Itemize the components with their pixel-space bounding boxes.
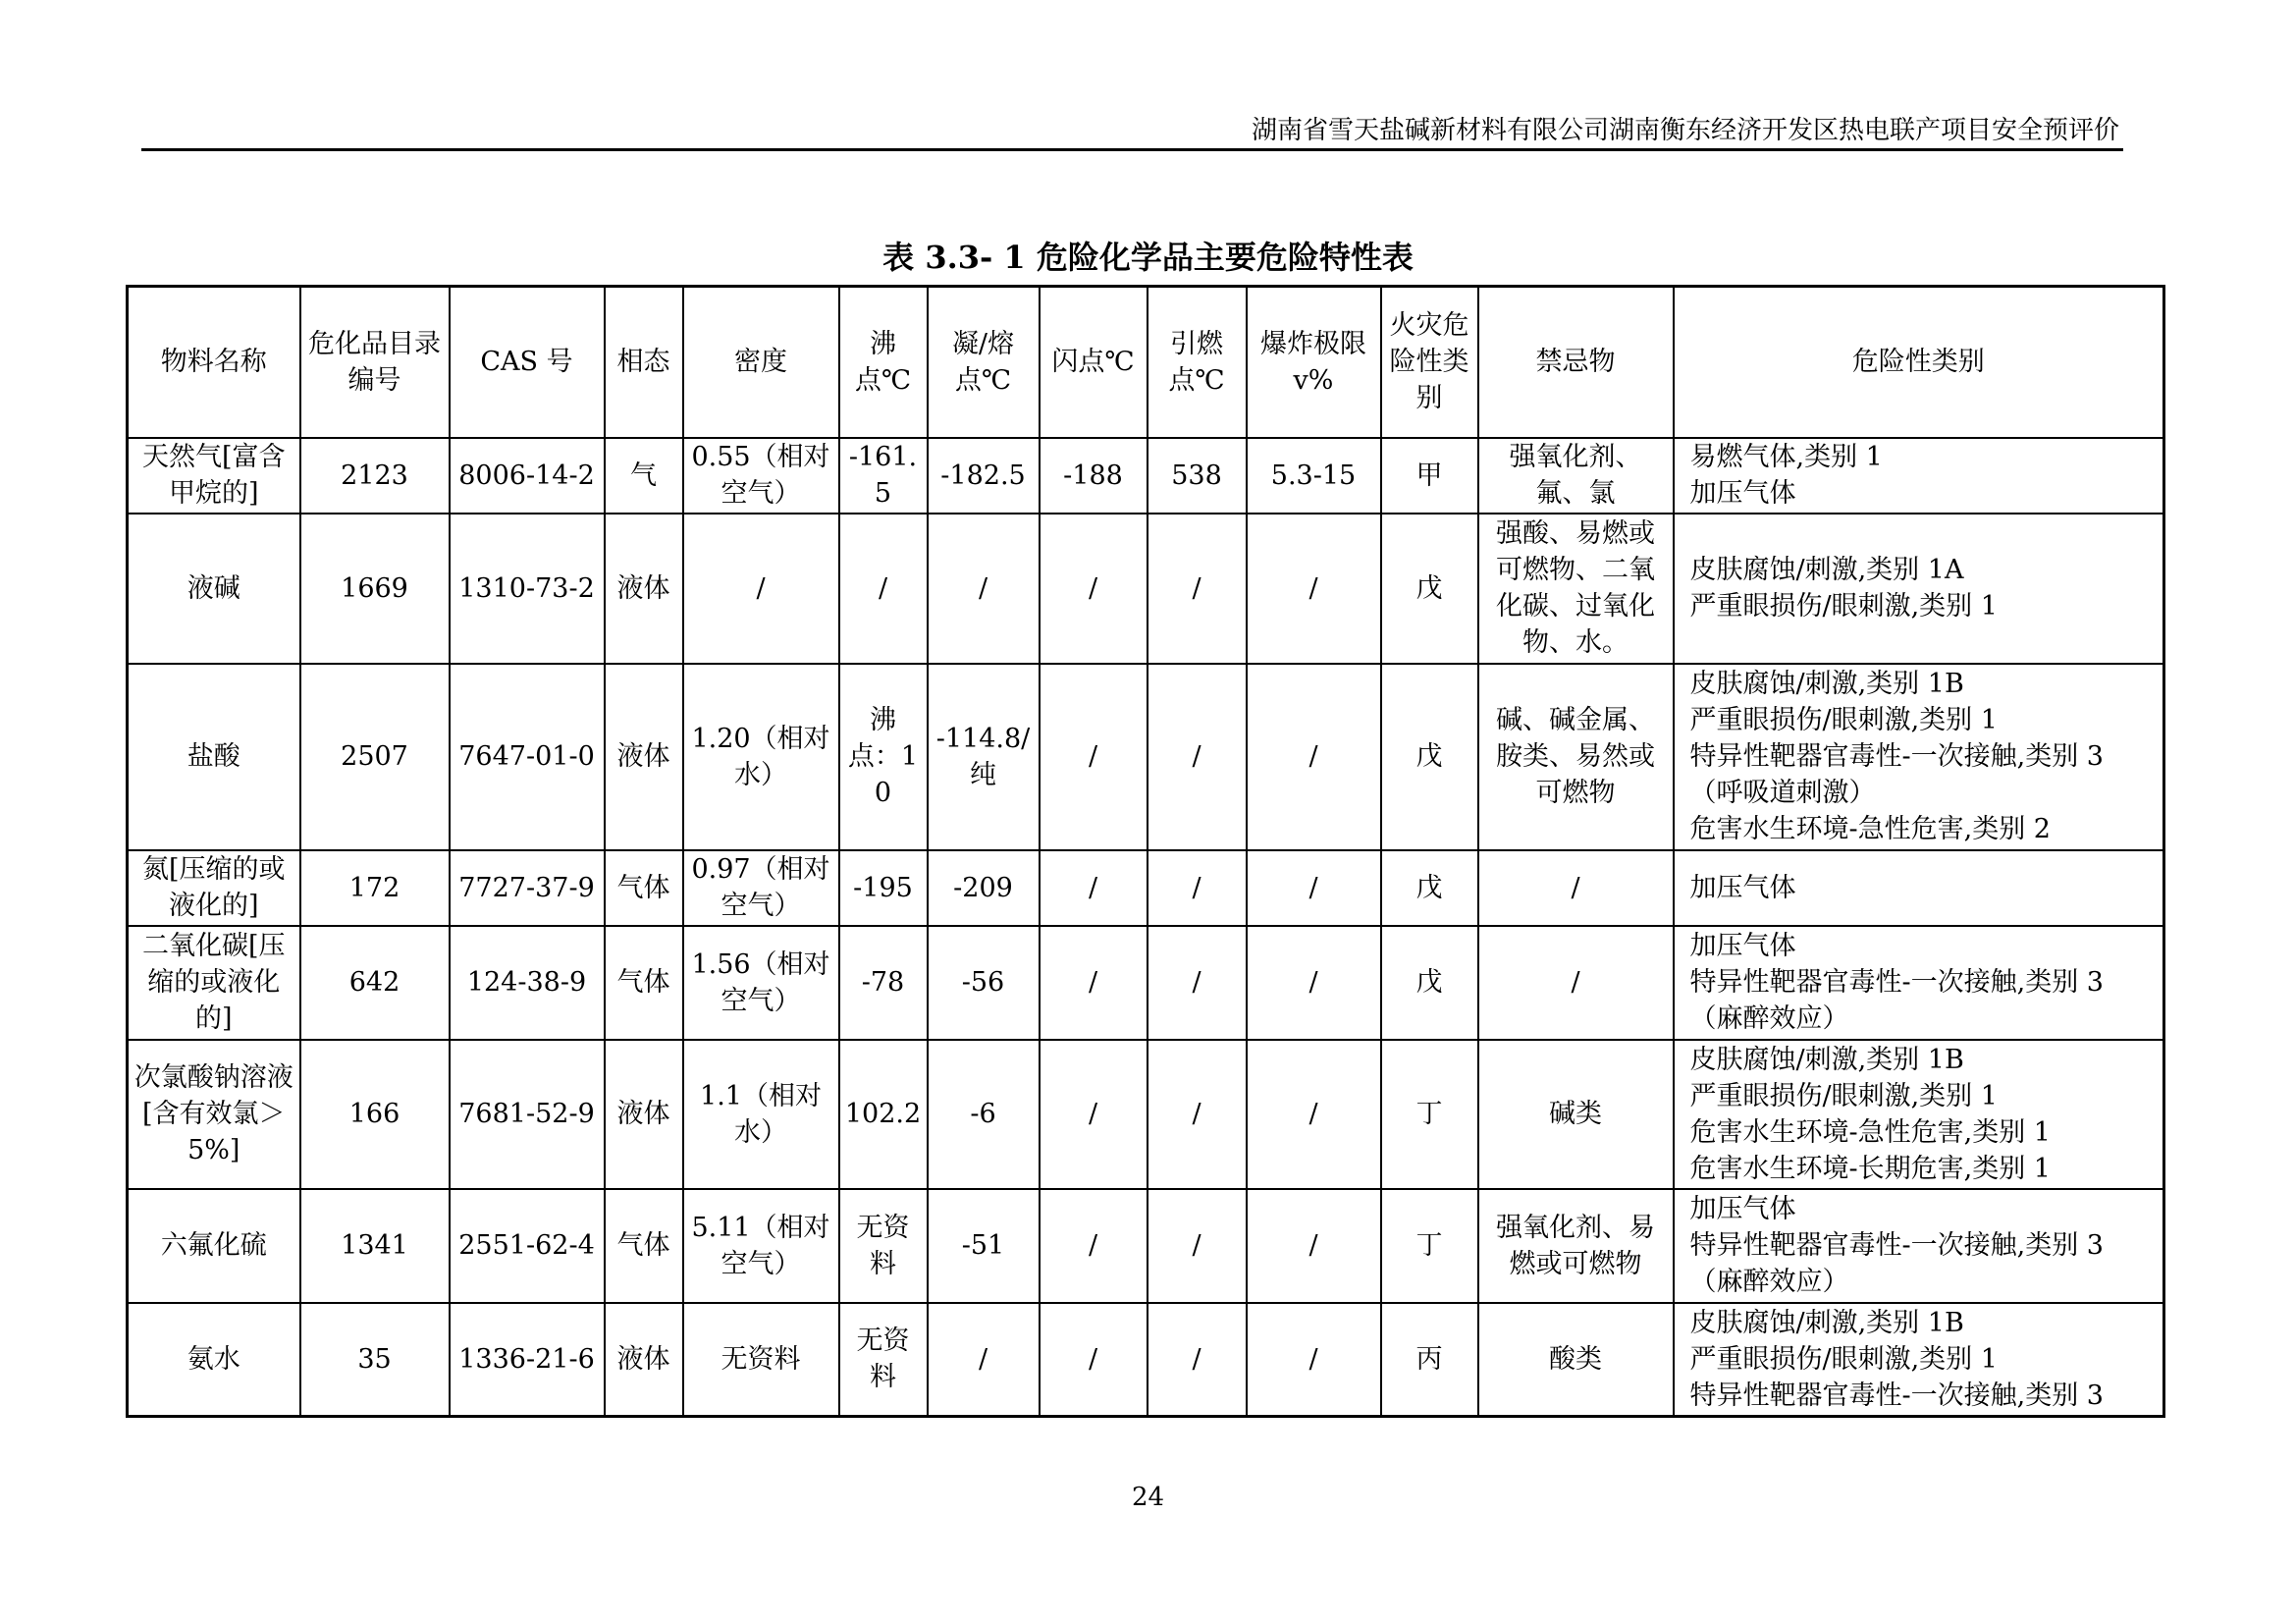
table-row [128, 1040, 2164, 1189]
cell-name: 氨水 [128, 1303, 300, 1417]
cell-cas: 2551-62-4 [450, 1189, 605, 1303]
hazard-class-line: 严重眼损伤/眼刺激,类别 1 [1689, 1080, 1998, 1111]
cell-flash-point: / [1040, 926, 1148, 1040]
hazard-class-line: 危害水生环境-长期危害,类别 1 [1689, 1153, 2051, 1184]
table-row [128, 438, 2164, 514]
cell-boiling-point: -161.5 [839, 438, 928, 514]
cell-explosion-limit: / [1247, 850, 1381, 926]
cell-name: 次氯酸钠溶液[含有效氯＞5%] [128, 1040, 300, 1189]
cell-incompatibles: 强氧化剂、氟、氯 [1478, 438, 1674, 514]
hazard-class-line: 特异性靶器官毒性-一次接触,类别 3 [1689, 1380, 2104, 1411]
cell-incompatibles: 碱类 [1478, 1040, 1674, 1189]
cell-name: 六氟化硫 [128, 1189, 300, 1303]
cell-density: 1.1（相对水） [683, 1040, 839, 1189]
cell-density: / [683, 514, 839, 664]
col-header-cas: CAS 号 [450, 287, 605, 438]
cell-ignition-point: / [1148, 664, 1247, 850]
col-header-melting-point: 凝/熔点℃ [928, 287, 1040, 438]
hazard-class-line: 皮肤腐蚀/刺激,类别 1B [1689, 1044, 1964, 1075]
hazard-class-line: 特异性靶器官毒性-一次接触,类别 3 [1689, 741, 2104, 772]
header-rule [141, 148, 2123, 151]
cell-boiling-point: 沸点：10 [839, 664, 928, 850]
cell-explosion-limit: / [1247, 664, 1381, 850]
cell-catalog-no: 2123 [300, 438, 450, 514]
cell-phase: 液体 [605, 514, 683, 664]
cell-fire-class: 戊 [1381, 850, 1478, 926]
col-header-fire-class: 火灾危险性类别 [1381, 287, 1478, 438]
cell-cas: 7681-52-9 [450, 1040, 605, 1189]
cell-catalog-no: 1341 [300, 1189, 450, 1303]
cell-name: 液碱 [128, 514, 300, 664]
hazard-class-line: 特异性靶器官毒性-一次接触,类别 3 [1689, 967, 2104, 998]
cell-phase: 气 [605, 438, 683, 514]
table-row [128, 514, 2164, 664]
col-header-explosion-limit: 爆炸极限 v% [1247, 287, 1381, 438]
cell-hazard-class [1674, 926, 2164, 1040]
cell-explosion-limit: / [1247, 926, 1381, 1040]
table-title: 表 3.3- 1 危险化学品主要危险特性表 [882, 239, 1414, 276]
col-header-incompatibles: 禁忌物 [1478, 287, 1674, 438]
cell-catalog-no: 1669 [300, 514, 450, 664]
cell-flash-point: / [1040, 664, 1148, 850]
cell-phase: 液体 [605, 664, 683, 850]
cell-explosion-limit: 5.3-15 [1247, 438, 1381, 514]
cell-fire-class: 甲 [1381, 438, 1478, 514]
page-number: 24 [1131, 1483, 1165, 1512]
cell-melting-point: -51 [928, 1189, 1040, 1303]
cell-melting-point: / [928, 514, 1040, 664]
cell-flash-point: / [1040, 514, 1148, 664]
cell-phase: 液体 [605, 1040, 683, 1189]
cell-melting-point: -182.5 [928, 438, 1040, 514]
cell-hazard-class [1674, 1303, 2164, 1417]
table-row [128, 850, 2164, 926]
hazard-class-line: （麻醉效应） [1689, 1003, 1849, 1034]
cell-incompatibles: 强氧化剂、易燃或可燃物 [1478, 1189, 1674, 1303]
cell-catalog-no: 2507 [300, 664, 450, 850]
cell-boiling-point: -195 [839, 850, 928, 926]
cell-phase: 气体 [605, 850, 683, 926]
cell-cas: 1336-21-6 [450, 1303, 605, 1417]
col-header-boiling-point: 沸点℃ [839, 287, 928, 438]
cell-boiling-point: 无资料 [839, 1303, 928, 1417]
cell-density: 1.56（相对空气） [683, 926, 839, 1040]
cell-name: 天然气[富含甲烷的] [128, 438, 300, 514]
col-header-density: 密度 [683, 287, 839, 438]
cell-fire-class: 戊 [1381, 514, 1478, 664]
cell-cas: 1310-73-2 [450, 514, 605, 664]
cell-catalog-no: 35 [300, 1303, 450, 1417]
cell-name: 氮[压缩的或液化的] [128, 850, 300, 926]
cell-density: 0.55（相对空气） [683, 438, 839, 514]
cell-boiling-point: / [839, 514, 928, 664]
cell-incompatibles: 强酸、易燃或可燃物、二氧化碳、过氧化物、水。 [1478, 514, 1674, 664]
hazard-class-line: 加压气体 [1689, 931, 1796, 961]
col-header-catalog-no: 危化品目录编号 [300, 287, 450, 438]
cell-density: 0.97（相对空气） [683, 850, 839, 926]
cell-ignition-point: / [1148, 1189, 1247, 1303]
cell-ignition-point: 538 [1148, 438, 1247, 514]
hazard-class-line: 加压气体 [1689, 872, 1796, 903]
hazard-class-line: 严重眼损伤/眼刺激,类别 1 [1689, 591, 1998, 622]
cell-boiling-point: 无资料 [839, 1189, 928, 1303]
cell-hazard-class [1674, 664, 2164, 850]
cell-name: 盐酸 [128, 664, 300, 850]
cell-flash-point: / [1040, 1303, 1148, 1417]
cell-explosion-limit: / [1247, 1040, 1381, 1189]
cell-melting-point: -6 [928, 1040, 1040, 1189]
table-header-row [128, 287, 2164, 438]
hazard-class-line: 皮肤腐蚀/刺激,类别 1A [1689, 555, 1964, 585]
hazard-class-line: （呼吸道刺激） [1689, 778, 1876, 808]
cell-explosion-limit: / [1247, 1189, 1381, 1303]
table-row [128, 926, 2164, 1040]
running-header: 湖南省雪天盐碱新材料有限公司湖南衡东经济开发区热电联产项目安全预评价 [1251, 116, 2119, 145]
cell-fire-class: 丁 [1381, 1040, 1478, 1189]
cell-melting-point: / [928, 1303, 1040, 1417]
hazard-class-line: 易燃气体,类别 1 [1689, 442, 1883, 472]
cell-melting-point: -114.8/纯 [928, 664, 1040, 850]
cell-catalog-no: 172 [300, 850, 450, 926]
cell-cas: 7727-37-9 [450, 850, 605, 926]
cell-melting-point: -56 [928, 926, 1040, 1040]
cell-flash-point: / [1040, 1189, 1148, 1303]
cell-cas: 8006-14-2 [450, 438, 605, 514]
cell-flash-point: / [1040, 1040, 1148, 1189]
cell-incompatibles: / [1478, 850, 1674, 926]
cell-ignition-point: / [1148, 1303, 1247, 1417]
cell-catalog-no: 166 [300, 1040, 450, 1189]
cell-fire-class: 丙 [1381, 1303, 1478, 1417]
col-header-ignition-point: 引燃点℃ [1148, 287, 1247, 438]
cell-incompatibles: 碱、碱金属、胺类、易然或可燃物 [1478, 664, 1674, 850]
cell-hazard-class [1674, 850, 2164, 926]
cell-fire-class: 戊 [1381, 926, 1478, 1040]
hazard-class-line: 严重眼损伤/眼刺激,类别 1 [1689, 1343, 1998, 1375]
col-header-name: 物料名称 [128, 287, 300, 438]
cell-fire-class: 戊 [1381, 664, 1478, 850]
cell-cas: 124-38-9 [450, 926, 605, 1040]
cell-catalog-no: 642 [300, 926, 450, 1040]
cell-ignition-point: / [1148, 1040, 1247, 1189]
cell-incompatibles: / [1478, 926, 1674, 1040]
cell-melting-point: -209 [928, 850, 1040, 926]
table-row [128, 664, 2164, 850]
cell-name: 二氧化碳[压缩的或液化的] [128, 926, 300, 1040]
table-body [128, 438, 2164, 1417]
hazard-class-line: 皮肤腐蚀/刺激,类别 1B [1689, 1307, 1964, 1338]
cell-flash-point: / [1040, 850, 1148, 926]
col-header-flash-point: 闪点℃ [1040, 287, 1148, 438]
hazard-class-line: 加压气体 [1689, 478, 1796, 509]
cell-hazard-class [1674, 514, 2164, 664]
hazard-class-line: 危害水生环境-急性危害,类别 1 [1689, 1116, 2051, 1148]
cell-ignition-point: / [1148, 850, 1247, 926]
cell-flash-point: -188 [1040, 438, 1148, 514]
hazard-class-line: 特异性靶器官毒性-一次接触,类别 3 [1689, 1230, 2104, 1261]
cell-explosion-limit: / [1247, 514, 1381, 664]
hazard-class-line: 皮肤腐蚀/刺激,类别 1B [1689, 669, 1964, 699]
cell-hazard-class [1674, 1189, 2164, 1303]
cell-hazard-class [1674, 1040, 2164, 1189]
cell-ignition-point: / [1148, 926, 1247, 1040]
hazard-properties-table [126, 285, 2165, 1418]
hazard-class-line: （麻醉效应） [1689, 1267, 1849, 1297]
cell-incompatibles: 酸类 [1478, 1303, 1674, 1417]
cell-ignition-point: / [1148, 514, 1247, 664]
hazard-class-line: 加压气体 [1689, 1194, 1796, 1224]
col-header-hazard-class: 危险性类别 [1674, 287, 2164, 438]
cell-boiling-point: 102.2 [839, 1040, 928, 1189]
cell-fire-class: 丁 [1381, 1189, 1478, 1303]
cell-cas: 7647-01-0 [450, 664, 605, 850]
table-row [128, 1189, 2164, 1303]
cell-density: 1.20（相对水） [683, 664, 839, 850]
cell-phase: 气体 [605, 1189, 683, 1303]
cell-hazard-class [1674, 438, 2164, 514]
cell-density: 5.11（相对空气） [683, 1189, 839, 1303]
cell-boiling-point: -78 [839, 926, 928, 1040]
hazard-class-line: 严重眼损伤/眼刺激,类别 1 [1689, 705, 1998, 735]
cell-phase: 气体 [605, 926, 683, 1040]
cell-phase: 液体 [605, 1303, 683, 1417]
cell-explosion-limit: / [1247, 1303, 1381, 1417]
hazard-class-line: 危害水生环境-急性危害,类别 2 [1689, 814, 2051, 844]
table-row [128, 1303, 2164, 1417]
col-header-phase: 相态 [605, 287, 683, 438]
cell-density: 无资料 [683, 1303, 839, 1417]
